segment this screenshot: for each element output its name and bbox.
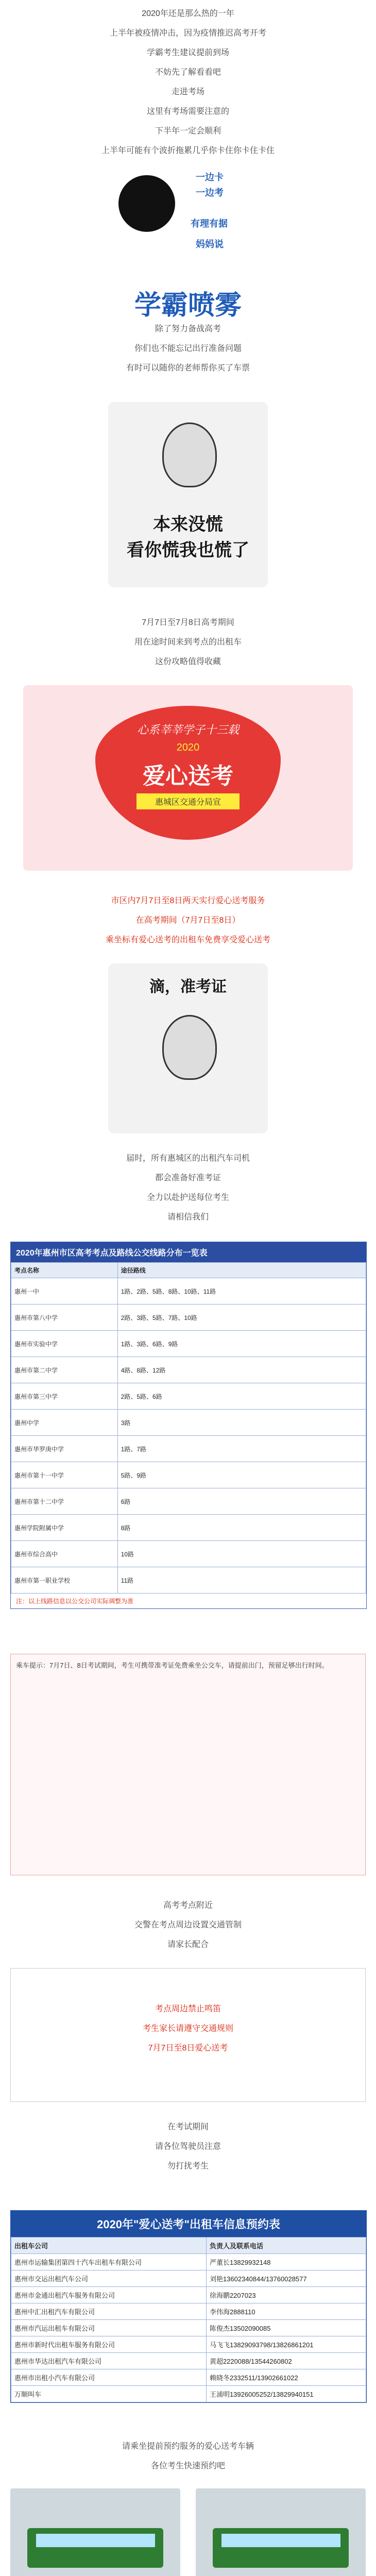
table-cell: 2路、3路、5路、7路、10路 bbox=[117, 1304, 366, 1331]
table-title: 2020年惠州市区高考考点及路线公交线路分布一览表 bbox=[11, 1242, 366, 1262]
red-line: 7月7日至8日爱心送考 bbox=[148, 2044, 228, 2053]
text-section-3 bbox=[0, 613, 376, 672]
intro-line: 不妨先了解看看吧 bbox=[155, 68, 221, 77]
meme-image-2 bbox=[108, 963, 268, 1133]
text-section-4 bbox=[0, 1149, 376, 1227]
table-row bbox=[11, 1278, 366, 1304]
table-row bbox=[11, 2287, 366, 2303]
table-cell: 惠州市第八中学 bbox=[11, 1304, 118, 1331]
table-cell: 11路 bbox=[117, 1567, 366, 1594]
text-line: 请相信我们 bbox=[167, 1213, 209, 1222]
intro-line: 上半年可能有个波折拖累几乎你卡住你卡住卡住 bbox=[101, 146, 275, 155]
notice-box-text: 乘车提示：7月7日、8日考试期间，考生可携带准考证免费乘坐公交车，请提前出门，预留足够出行时间。 bbox=[16, 1662, 329, 1669]
table-cell: 徐海鹏2207023 bbox=[206, 2287, 366, 2303]
text-section-7 bbox=[0, 2437, 376, 2476]
bus-photo bbox=[10, 2488, 180, 2576]
table-cell: 严董长13829932148 bbox=[206, 2254, 366, 2270]
table-row bbox=[11, 2270, 366, 2287]
table-cell: 惠州市汽运出租车有限公司 bbox=[11, 2320, 207, 2336]
table-row bbox=[11, 2386, 366, 2402]
table-cell: 惠州学院附属中学 bbox=[11, 1515, 118, 1541]
table-row bbox=[11, 1383, 366, 1410]
love-exam-poster bbox=[23, 685, 353, 871]
table-cell: 惠州市出租小汽车有限公司 bbox=[11, 2369, 207, 2386]
table-row bbox=[11, 1410, 366, 1436]
table-cell: 王浦明13926005252/13829940151 bbox=[206, 2386, 366, 2402]
text-line: 7月7日至7月8日高考期间 bbox=[142, 618, 234, 627]
intro-line: 这里有考场需要注意的 bbox=[146, 107, 229, 116]
text-line: 除了努力备战高考 bbox=[155, 325, 221, 333]
text-section-5 bbox=[0, 1896, 376, 1955]
table-row bbox=[11, 1462, 366, 1488]
table-row bbox=[11, 1304, 366, 1331]
table-cell: 马飞飞13829093798/13826861201 bbox=[206, 2336, 366, 2353]
table-cell: 惠州市第一职业学校 bbox=[11, 1567, 118, 1594]
table-cell: 惠州市第十一中学 bbox=[11, 1462, 118, 1488]
taxi-table-title: 2020年"爱心送考"出租车信息预约表 bbox=[11, 2211, 366, 2237]
sticker-word: 妈妈说 bbox=[196, 239, 224, 249]
bus-route-table bbox=[10, 1242, 367, 1609]
text-line: 全力以赴护送每位考生 bbox=[146, 1193, 229, 1202]
table-cell: 惠州市第三中学 bbox=[11, 1383, 118, 1410]
table-cell: 惠州市综合高中 bbox=[11, 1541, 118, 1567]
table-cell: 1路、7路 bbox=[117, 1436, 366, 1462]
text-line: 用在途时间来到考点的出租车 bbox=[134, 638, 242, 647]
table-cell: 陈俊杰13502090085 bbox=[206, 2320, 366, 2336]
table-cell: 黄超2220088/13544260802 bbox=[206, 2353, 366, 2369]
text-line: 高考考点附近 bbox=[163, 1901, 213, 1910]
text-line: 勿打扰考生 bbox=[167, 2162, 209, 2171]
table-row bbox=[11, 1331, 366, 1357]
table-cell: 惠州市第二中学 bbox=[11, 1357, 118, 1383]
red-notice-line: 市区内7月7日至8日两天实行爱心送考服务 bbox=[111, 896, 265, 905]
bear-sticker-image bbox=[108, 165, 268, 335]
table-row bbox=[11, 2303, 366, 2320]
table-row bbox=[11, 2353, 366, 2369]
table-row bbox=[11, 1488, 366, 1515]
intro-line: 走进考场 bbox=[171, 88, 204, 96]
text-line: 这份攻略值得收藏 bbox=[155, 657, 221, 666]
poster-title: 爱心送考 bbox=[143, 764, 233, 789]
table-cell: 10路 bbox=[117, 1541, 366, 1567]
text-line: 请家长配合 bbox=[167, 1940, 209, 1949]
text-line: 有时可以随你的老师帮你买了车票 bbox=[126, 364, 250, 372]
bus-window-icon bbox=[221, 2534, 340, 2547]
text-line: 届时，所有惠城区的出租汽车司机 bbox=[126, 1154, 250, 1163]
red-notice bbox=[0, 891, 376, 950]
table-cell: 惠州市第十二中学 bbox=[11, 1488, 118, 1515]
red-line: 考点周边禁止鸣笛 bbox=[155, 2005, 221, 2013]
table-cell: 惠州中学 bbox=[11, 1410, 118, 1436]
table-cell: 惠州市交运出租汽车公司 bbox=[11, 2270, 207, 2287]
table-cell: 1路、2路、5路、8路、10路、11路 bbox=[117, 1278, 366, 1304]
text-line: 交警在考点周边设置交通管制 bbox=[134, 1921, 242, 1929]
text-line: 请乘坐提前预约服务的爱心送考车辆 bbox=[122, 2442, 254, 2451]
red-notice-line: 乘坐标有爱心送考的出租车免费享受爱心送考 bbox=[105, 936, 270, 944]
table-cell: 惠州市华达出租汽车有限公司 bbox=[11, 2353, 207, 2369]
meme-caption: 滴，准考证 bbox=[149, 978, 227, 995]
table-row bbox=[11, 2254, 366, 2270]
text-section-2 bbox=[0, 319, 376, 378]
table-cell: 1路、3路、6路、9路 bbox=[117, 1331, 366, 1357]
table-cell: 惠州市实验中学 bbox=[11, 1331, 118, 1357]
poster-sub: 惠城区交通分局宣 bbox=[136, 793, 240, 809]
text-section-6 bbox=[0, 2117, 376, 2176]
table-cell: 5路、9路 bbox=[117, 1462, 366, 1488]
intro-line: 2020年还是那么热的一年 bbox=[142, 9, 234, 18]
table-cell: 惠州一中 bbox=[11, 1278, 118, 1304]
table-row bbox=[11, 1436, 366, 1462]
sticker-word: 一边卡 bbox=[196, 172, 224, 182]
poster-top-text: 心系莘莘学子十三载 bbox=[136, 723, 239, 736]
table-header: 途径路线 bbox=[117, 1263, 366, 1278]
table-cell: 刘艳13602340844/13760028577 bbox=[206, 2270, 366, 2287]
taxi-booking-table bbox=[10, 2210, 367, 2403]
notice-box bbox=[10, 1654, 366, 1875]
bus-photo bbox=[196, 2488, 366, 2576]
text-line: 你们也不能忘记出行准备问题 bbox=[134, 344, 242, 353]
table-cell: 2路、5路、6路 bbox=[117, 1383, 366, 1410]
red-notice-line: 在高考期间（7月7日至8日） bbox=[135, 916, 241, 925]
table-row bbox=[11, 2320, 366, 2336]
table-cell: 4路、8路、12路 bbox=[117, 1357, 366, 1383]
table-cell: 3路 bbox=[117, 1410, 366, 1436]
text-line: 都会准备好准考证 bbox=[155, 1174, 221, 1182]
table-row bbox=[11, 1357, 366, 1383]
intro-line: 下半年一定会顺利 bbox=[155, 127, 221, 135]
table-cell: 惠州市华罗庚中学 bbox=[11, 1436, 118, 1462]
meme-face-icon bbox=[162, 1015, 217, 1080]
meme-face-icon bbox=[162, 422, 217, 487]
table-note: 注：以上线路信息以公交公司实际调整为准 bbox=[16, 1598, 134, 1605]
table-cell: 李伟海2888110 bbox=[206, 2303, 366, 2320]
table-cell: 赖晓冬2332511/13902661022 bbox=[206, 2369, 366, 2386]
table-cell: 惠州市新时代出租车服务有限公司 bbox=[11, 2336, 207, 2353]
intro-line: 上半年被疫情冲击，因为疫情推迟高考开考 bbox=[109, 29, 266, 38]
table-cell: 万顺叫车 bbox=[11, 2386, 207, 2402]
poster-year: 2020 bbox=[176, 742, 200, 753]
red-line: 考生家长请遵守交通规则 bbox=[142, 2024, 233, 2033]
intro-line: 学霸考生建议提前到场 bbox=[146, 48, 229, 57]
table-cell: 惠州市金通出租汽车服务有限公司 bbox=[11, 2287, 207, 2303]
text-line: 在考试期间 bbox=[167, 2123, 209, 2131]
table-cell: 8路 bbox=[117, 1515, 366, 1541]
text-line: 请各位驾驶员注意 bbox=[155, 2142, 221, 2151]
table-header: 负责人及联系电话 bbox=[206, 2238, 366, 2254]
intro-section bbox=[0, 4, 376, 161]
red-box-2 bbox=[10, 1968, 366, 2102]
table-row bbox=[11, 2369, 366, 2386]
table-header: 考点名称 bbox=[11, 1263, 118, 1278]
table-row bbox=[11, 2336, 366, 2353]
table-cell: 6路 bbox=[117, 1488, 366, 1515]
meme-image bbox=[108, 402, 268, 587]
bear-caption: 学霸喷雾 bbox=[134, 291, 242, 320]
text-line: 各位考生快速预约吧 bbox=[150, 2462, 225, 2470]
table-row bbox=[11, 1567, 366, 1594]
meme-caption: 看你慌我也慌了 bbox=[127, 540, 249, 560]
bear-face-icon bbox=[118, 175, 175, 232]
sticker-word: 一边考 bbox=[196, 188, 224, 198]
meme-caption: 本来没慌 bbox=[153, 515, 223, 534]
table-row bbox=[11, 1541, 366, 1567]
table-row bbox=[11, 1515, 366, 1541]
table-cell: 惠州市运输集团第四十汽车出租车有限公司 bbox=[11, 2254, 207, 2270]
sticker-word: 有理有据 bbox=[191, 218, 228, 229]
bus-window-icon bbox=[36, 2534, 155, 2547]
table-cell: 惠州中汇出租汽车有限公司 bbox=[11, 2303, 207, 2320]
table-header: 出租车公司 bbox=[11, 2238, 207, 2254]
